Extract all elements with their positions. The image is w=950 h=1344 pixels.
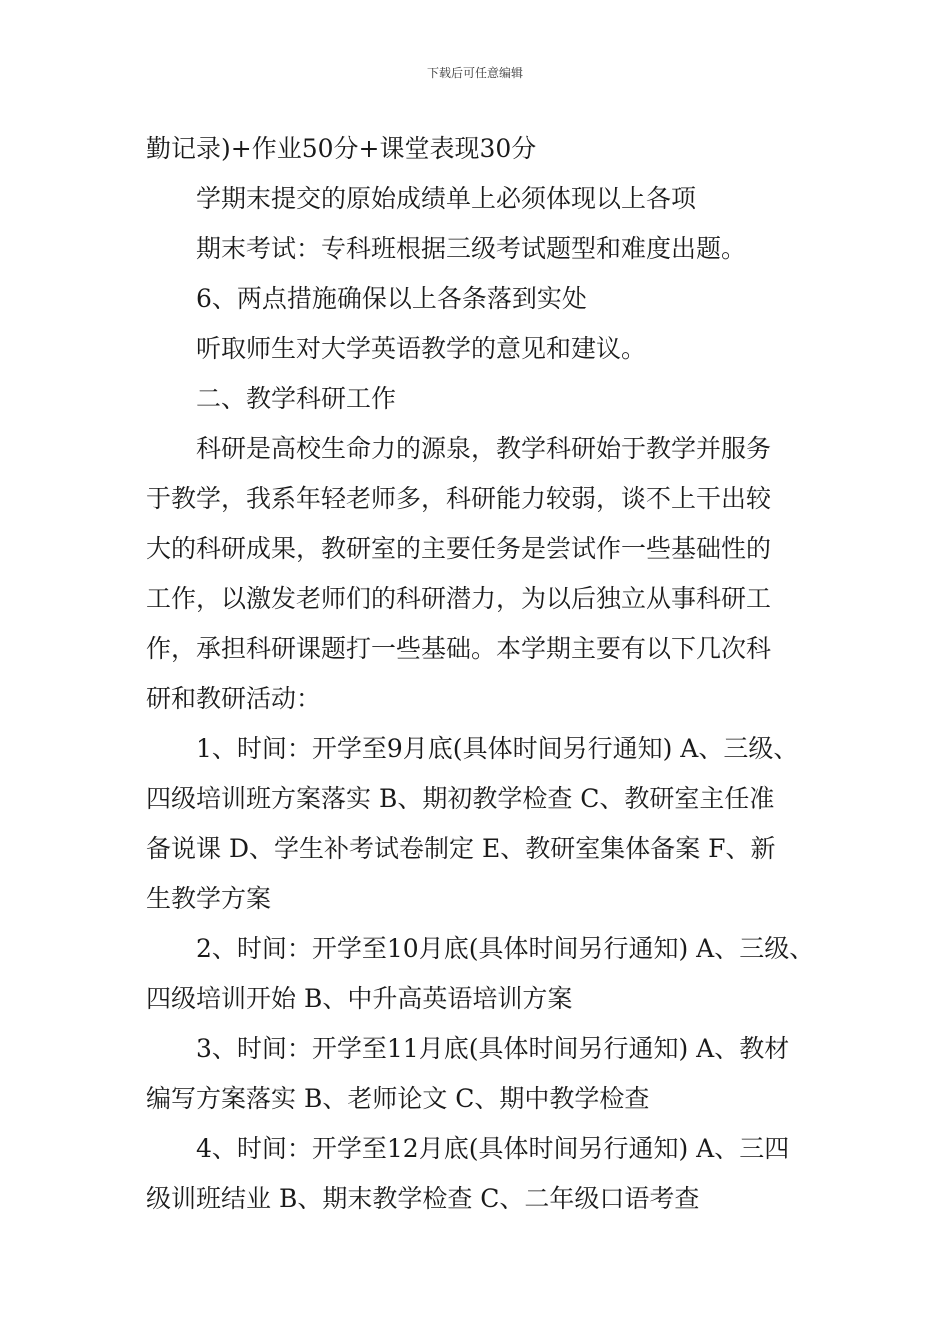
text-line: 1、时间：开学至9月底(具体时间另行通知) A、三级、 xyxy=(196,734,799,763)
text-line: 作，承担科研课题打一些基础。本学期主要有以下几次科 xyxy=(146,634,772,663)
text-line: 工作，以激发老师们的科研潜力，为以后独立从事科研工 xyxy=(146,584,772,613)
text-line: 4、时间：开学至12月底(具体时间另行通知) A、三四 xyxy=(196,1134,790,1163)
text-line: 2、时间：开学至10月底(具体时间另行通知) A、三级、 xyxy=(196,934,815,963)
document-body xyxy=(146,124,836,1224)
text-line: 于教学，我系年轻老师多，科研能力较弱，谈不上干出较 xyxy=(146,484,772,513)
text-line: 备说课 D、学生补考试卷制定 E、教研室集体备案 F、新 xyxy=(146,834,776,863)
text-line: 四级培训开始 B、中升高英语培训方案 xyxy=(146,984,573,1013)
text-line: 研和教研活动： xyxy=(146,684,322,713)
text-line: 6、两点措施确保以上各条落到实处 xyxy=(196,284,587,313)
text-line: 学期末提交的原始成绩单上必须体现以上各项 xyxy=(196,184,697,213)
text-line: 编写方案落实 B、老师论文 C、期中教学检查 xyxy=(146,1084,650,1113)
text-line: 大的科研成果，教研室的主要任务是尝试作一些基础性的 xyxy=(146,534,772,563)
text-line: 级训班结业 B、期末教学检查 C、二年级口语考查 xyxy=(146,1184,700,1213)
text-line: 勤记录)+作业50分+课堂表现30分 xyxy=(146,134,537,163)
text-line: 四级培训班方案落实 B、期初教学检查 C、教研室主任准 xyxy=(146,784,775,813)
page-header: 下载后可任意编辑 xyxy=(426,66,523,80)
text-line: 3、时间：开学至11月底(具体时间另行通知) A、教材 xyxy=(196,1034,790,1063)
text-line: 生教学方案 xyxy=(146,884,272,913)
text-line: 科研是高校生命力的源泉，教学科研始于教学并服务 xyxy=(196,434,772,463)
text-line: 听取师生对大学英语教学的意见和建议。 xyxy=(196,334,647,363)
section-heading: 二、教学科研工作 xyxy=(196,384,397,413)
text-line: 期末考试：专科班根据三级考试题型和难度出题。 xyxy=(196,234,747,263)
